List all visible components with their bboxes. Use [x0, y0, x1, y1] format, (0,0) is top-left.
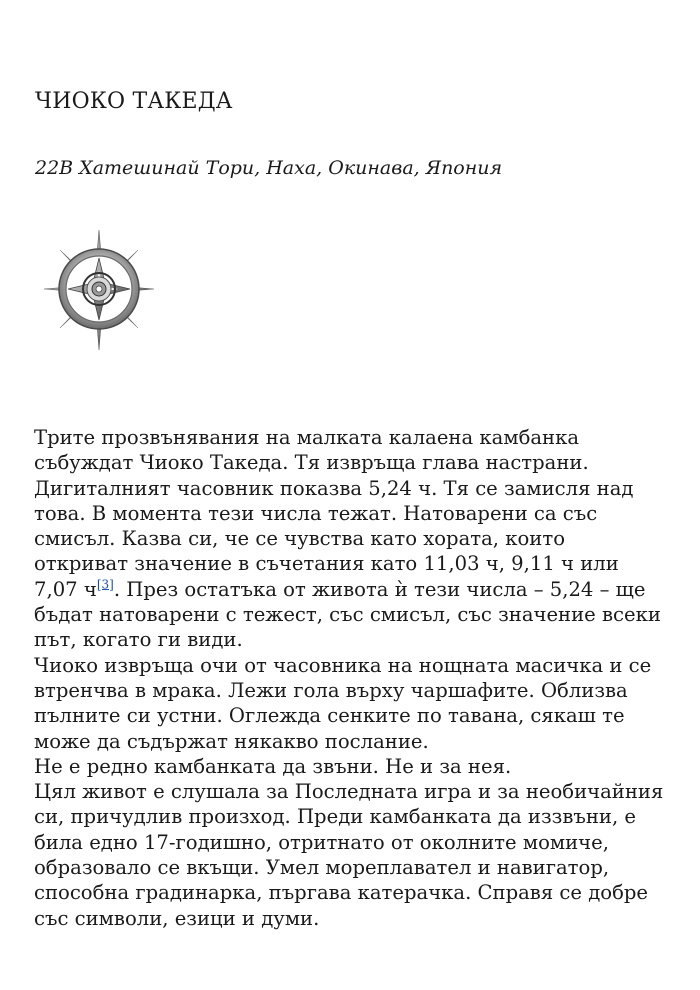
chapter-body: [34, 425, 664, 931]
location-subtitle: 22B Хатешинай Тори, Наха, Окинава, Япония: [35, 157, 503, 179]
paragraph: [34, 425, 664, 653]
paragraph: Чиоко извръща очи от часовника на нощната масичка и се втренчва в мрака. Лежи гола върху чаршафите. Облизва пълните си устни. Оглежда сенките по тавана, сякаш те може да съдържат някакво послание.: [34, 653, 652, 753]
footnote-link[interactable]: [3]: [96, 577, 114, 592]
compass-rose-icon: [42, 228, 156, 352]
paragraph-text: . През остатъка от живота ѝ тези числа – 5,24 – ще бъдат натоварени с тежест, със смисъл, със значение всеки път, когато ги види.: [34, 577, 661, 652]
paragraph: Цял живот е слушала за Последната игра и за необичайния си, причудлив произход. Преди камбанката да иззвъни, е била едно 17-годишно, отритнато от околните момиче, образовало се вкъщи. Умел мореплавател и навигатор, способна градинарка, пъргава катерачка. Справя се добре със символи, езици и думи.: [34, 780, 664, 930]
chapter-title: ЧИОКО ТАКЕДА: [35, 89, 233, 114]
paragraph: Не е редно камбанката да звъни. Не и за нея.: [34, 754, 512, 778]
paragraph-text: Трите прозвънявания на малката калаена камбанка събуждат Чиоко Такеда. Тя извръща глава настрани. Дигиталният часовник показва 5,24 ч. Тя се замисля над това. В момента тези числа тежат. Натоварени са със смисъл. Казва си, че се чувства като хората, които откриват значение в съчетания като 11,03 ч, 9,11 ч или 7,07 ч: [34, 426, 634, 601]
